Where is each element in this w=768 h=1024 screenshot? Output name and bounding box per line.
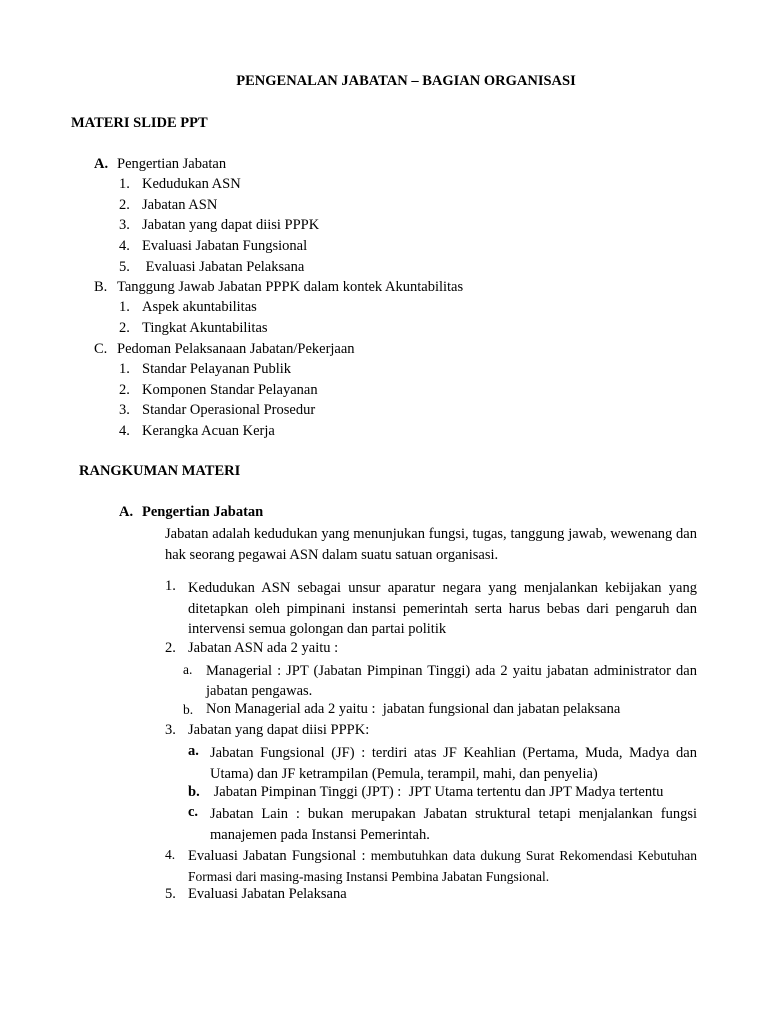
outline-label-c: Pedoman Pelaksanaan Jabatan/Pekerjaan [117,341,355,357]
list-number: 2. [119,197,130,213]
list-number: 4. [119,423,130,439]
summary-marker: A. [119,504,134,520]
rangkuman-heading: RANGKUMAN MATERI [79,463,241,479]
summary-item-1: Kedudukan ASN sebagai unsur aparatur negara yang menjalankan kebijakan yang ditetapkan oleh pimpinani instansi pemerintah serta harus bebas dari pengaruh dan intervensi semua golongan dan partai politik [188,580,697,637]
list-number: 1. [165,578,176,594]
outline-item: Jabatan ASN [142,197,218,213]
outline-item: Kedudukan ASN [142,176,241,192]
list-number: 1. [119,299,130,315]
summary-item-2a: Managerial : JPT (Jabatan Pimpinan Tinggi) ada 2 yaitu jabatan administrator dan jabatan pengawas. [206,663,697,699]
summary-item-4 [188,846,697,887]
outline-item: Jabatan yang dapat diisi PPPK [142,217,320,233]
outline-item: Komponen Standar Pelayanan [142,382,318,398]
list-number: 2. [119,320,130,336]
summary-item-3b: Jabatan Pimpinan Tinggi (JPT) : JPT Utama tertentu dan JPT Madya tertentu [210,784,664,800]
outline-item: Evaluasi Jabatan Pelaksana [142,259,305,275]
summary-item-5: Evaluasi Jabatan Pelaksana [188,886,347,902]
list-number: 4. [165,847,176,862]
outline-item: Aspek akuntabilitas [142,299,257,315]
outline-item: Standar Operasional Prosedur [142,402,316,418]
sub-marker: b. [183,702,194,717]
list-number: 2. [119,382,130,398]
list-number: 5. [119,259,130,275]
outline-label-a: Pengertian Jabatan [117,156,227,172]
summary-item-3a: Jabatan Fungsional (JF) : terdiri atas JF Keahlian (Pertama, Muda, Madya dan Utama) dan JF ketrampilan (Pemula, terampil, mahi, dan penyelia) [210,745,697,782]
summary-item-3: Jabatan yang dapat diisi PPPK: [188,722,370,738]
list-number: 3. [119,217,130,233]
list-number: 5. [165,886,176,902]
outline-item: Standar Pelayanan Publik [142,361,292,377]
outline-label-b: Tanggung Jawab Jabatan PPPK dalam kontek Akuntabilitas [117,279,464,295]
summary-item-4-label: Evaluasi Jabatan Fungsional : [188,848,366,864]
outline-marker-a: A. [94,156,109,172]
list-number: 3. [165,722,176,738]
sub-marker: a. [188,743,199,759]
summary-intro: Jabatan adalah kedudukan yang menunjukan fungsi, tugas, tanggung jawab, wewenang dan hak seorang pegawai ASN dalam suatu satuan organisasi. [165,526,697,563]
outline-item: Tingkat Akuntabilitas [142,320,268,336]
page-title: PENGENALAN JABATAN – BAGIAN ORGANISASI [236,73,576,89]
summary-item-2: Jabatan ASN ada 2 yaitu : [188,640,339,656]
list-number: 1. [119,361,130,377]
list-number: 2. [165,640,176,656]
sub-marker: c. [188,804,199,820]
summary-heading: Pengertian Jabatan [142,504,264,520]
list-number: 3. [119,402,130,418]
summary-item-4-text: membutuhkan data dukung Surat Rekomendasi Kebutuhan Formasi dari masing-masing Instansi Pembina Jabatan Fungsional. [188,848,698,884]
summary-item-3c: Jabatan Lain : bukan merupakan Jabatan struktural tetapi menjalankan fungsi manajemen pada Instansi Pemerintah. [210,806,697,843]
sub-marker: a. [183,662,193,677]
outline-item: Kerangka Acuan Kerja [142,423,275,439]
outline-item: Evaluasi Jabatan Fungsional [142,238,308,254]
list-number: 4. [119,238,130,254]
sub-marker: b. [188,784,200,800]
summary-item-2b: Non Managerial ada 2 yaitu : jabatan fungsional dan jabatan pelaksana [206,701,621,717]
materi-heading: MATERI SLIDE PPT [71,115,208,131]
outline-marker-b: B. [94,279,108,295]
list-number: 1. [119,176,130,192]
outline-marker-c: C. [94,341,108,357]
